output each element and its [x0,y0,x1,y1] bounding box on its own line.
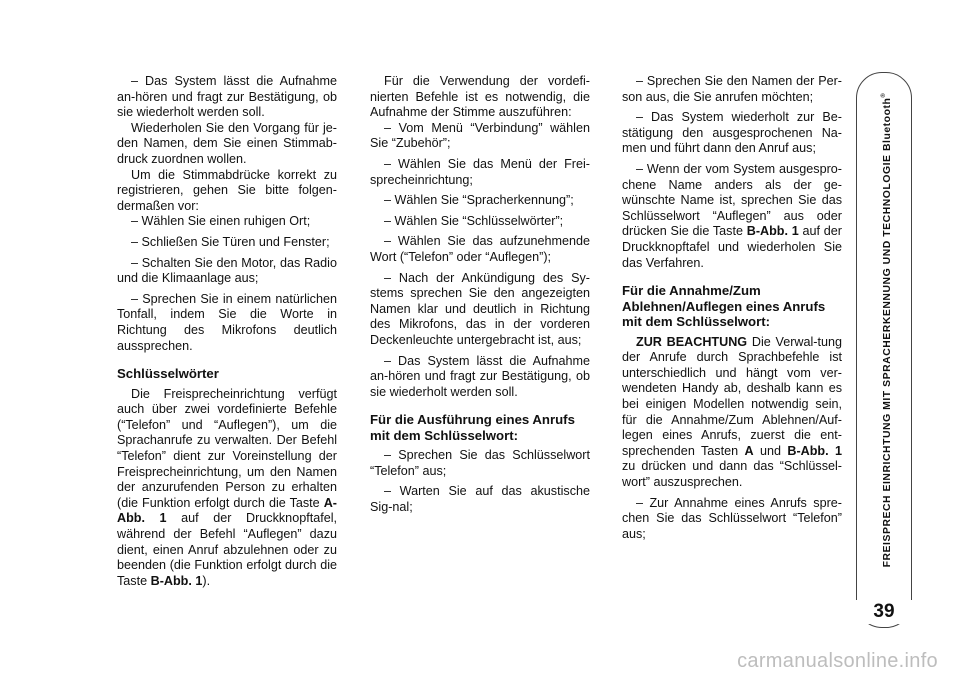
list-item [622,162,842,271]
figure-reference: B-Abb. 1 [787,443,842,458]
paragraph: Für die Verwendung der vordefi-nierten Befehle ist es notwendig, die Aufnahme der Stimme auszuführen: [370,74,590,120]
list-item: – Vom Menü “Verbindung” wählen Sie “Zubehör”; [370,120,590,151]
list-item: – Wählen Sie “Spracherkennung”; [384,193,574,208]
list-item: – Das System wiederholt zur Be-stätigung den ausgesprochenen Na-men und führt dann den Anruf aus; [622,110,842,156]
list-item: – Schließen Sie Türen und Fenster; [131,234,330,249]
paragraph-text: ). [202,573,211,588]
note-paragraph [622,335,842,491]
text-column-2 [370,74,590,516]
section-heading-schluesselwoerter: Schlüsselwörter [117,366,219,382]
note-label: ZUR BEACHTUNG [636,334,748,349]
section-heading-anruf-annahme: Für die Annahme/Zum Ablehnen/Auflegen eines Anrufs mit dem Schlüsselwort: [622,283,826,330]
paragraph-text: auf der Druckknopftafel, während der Befehl “Auflegen” dazu dient, einen Anruf abzulehnen oder zu beenden (die Funktion erfolgt durch die Taste [117,511,337,588]
key-reference: A [744,443,754,458]
list-item: – Wählen Sie das Menü der Frei-sprecheinrichtung; [370,156,590,187]
figure-reference: B-Abb. 1 [746,224,799,239]
paragraph-text: Die Freisprecheinrichtung verfügt auch über zwei vordefinierte Befehle (“Telefon” und “Auflegen”), um die Sprachanrufe zu verwalten. Der Befehl “Telefon” dient zur Voreinstellung der Freisprecheinrichtung, um den Namen der anzurufenden Person zu erhalten (die Funktion erfolgt durch die Taste [117,386,337,510]
watermark: carmanualsonline.info [737,650,938,672]
list-item: – Sprechen Sie das Schlüsselwort “Telefon” aus; [370,448,590,478]
chapter-title [874,50,894,610]
list-item: – Wählen Sie “Schlüsselwörter”; [384,213,564,228]
page-number: 39 [856,600,912,624]
paragraph-text: Die Verwal-tung der Anrufe durch Sprachbefehle ist unterschiedlich und hängt vom ver-wendeten Handy ab, deshalb kann es bei einigen Modellen notwendig sein, für die Annahme/Zum Ablehnen/Auf-legen eines Anrufs, zuerst die ent-sprechenden Tasten [622,334,842,458]
registered-mark: ® [881,92,887,98]
list-item: – Sprechen Sie in einem natürlichen Tonfall, indem Sie die Worte in Richtung des Mikrofons deutlich aussprechen. [117,291,337,353]
paragraph-text: auf der Druckknopftafel und wiederholen Sie das Verfahren. [622,224,842,270]
paragraph: Um die Stimmabdrücke korrekt zu registrieren, gehen Sie bitte folgen-dermaßen vor: [117,167,337,213]
list-item: – Warten Sie auf das akustische Sig-nal; [370,484,590,515]
list-item: – Wählen Sie das aufzunehmende Wort (“Telefon” oder “Auflegen”); [370,234,590,264]
text-column-3 [622,74,842,542]
paragraph-text: und [753,443,788,458]
figure-reference: B-Abb. 1 [150,573,203,588]
paragraph: Wiederholen Sie den Vorgang für je-den Namen, dem Sie einen Stimmab-druck zuordnen wollen. [117,120,337,166]
list-item: – Wählen Sie einen ruhigen Ort; [131,214,311,229]
paragraph: – Das System lässt die Aufnahme an-hören und fragt zur Bestätigung, ob sie wiederholt werden soll. [117,74,337,120]
list-item: – Zur Annahme eines Anrufs spre-chen Sie das Schlüsselwort “Telefon” aus; [622,495,842,541]
paragraph [117,387,337,590]
list-item: – Schalten Sie den Motor, das Radio und die Klimaanlage aus; [117,255,337,286]
text-column-1 [117,74,337,589]
chapter-title-text: FREISPRECH EINRICHTUNG MIT SPRACHERKENNUNG UND TECHNOLOGIE Bluetooth [882,97,893,568]
paragraph-text: zu drücken und dann das “Schlüssel-wort” auszusprechen. [622,459,842,489]
list-item: – Das System lässt die Aufnahme an-hören und fragt zur Bestätigung, ob sie wiederholt werden soll. [370,353,590,399]
paragraph-text: – Wenn der vom System ausgespro-chene Name anders als der ge-wünschte Name ist, sprechen Sie das Schlüsselwort “Auflegen” aus oder drücken Sie die Taste [622,161,842,239]
section-heading-anruf-ausfuehrung: Für die Ausführung eines Anrufs mit dem Schlüsselwort: [370,412,575,443]
list-item: – Sprechen Sie den Namen der Per-son aus, die Sie anrufen möchten; [622,74,842,104]
figure-reference: A-Abb. 1 [117,495,337,526]
list-item: – Nach der Ankündigung des Sy-stems sprechen Sie den angezeigten Namen klar und deutlich in Richtung des Mikrofons, das in der vorderen Deckenleuchte untergebracht ist, aus; [370,270,590,347]
